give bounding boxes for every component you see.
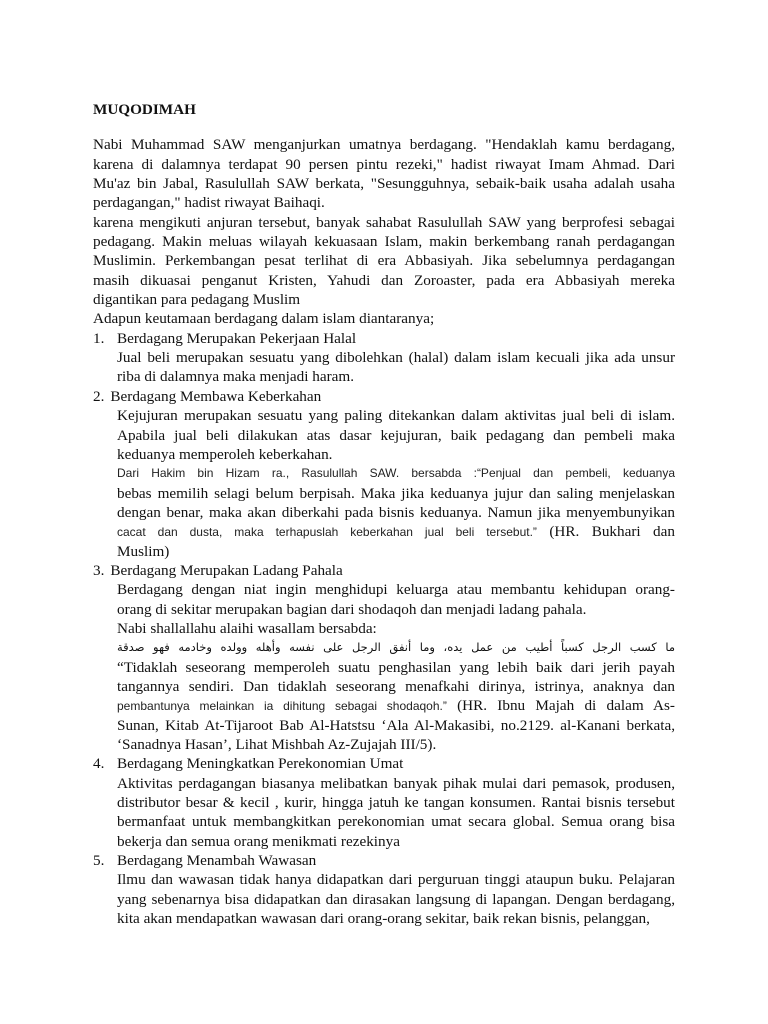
list-item-body-line: distributor besar & kecil , kurir, hingga jatuh ke tangan konsumen. Rantai bisnis tersebut bbox=[117, 794, 675, 812]
list-item-body-line: Apabila jual beli dilakukan atas dasar kejujuran, baik pedagang dan pembeli maka bbox=[117, 426, 675, 444]
list-item-number: 2. bbox=[93, 387, 105, 405]
list-item-body-line: orang di sekitar merupakan bagian dari shodaqoh dan menjadi ladang pahala. bbox=[117, 600, 587, 618]
intro-paragraph-line: Nabi Muhammad SAW menganjurkan umatnya berdagang. "Hendaklah kamu berdagang, bbox=[93, 136, 675, 154]
hadith-quote-end: pembantunya melainkan ia dihitung sebagai shodaqoh.” bbox=[117, 699, 447, 714]
hadith-quote-line bbox=[117, 696, 675, 715]
hadith-quote-line: tangannya sendiri. Dan tidaklah seseorang menafkahi dirinya, istrinya, anaknya dan bbox=[117, 677, 675, 695]
document-page bbox=[93, 100, 675, 928]
hadith-quote-line: dengan benar, maka akan diberkahi pada bisnis keduanya. Namun jika menyembunyikan bbox=[117, 503, 675, 521]
intro-paragraph-line: Muslimin. Perkembangan pesat terlihat di era Abbasiyah. Jika sebelumnya perdagangan bbox=[93, 252, 675, 270]
list-item-body-line: Ilmu dan wawasan tidak hanya didapatkan dari perguruan tinggi ataupun buku. Pelajaran bbox=[117, 871, 675, 889]
hadith-citation: (HR. Bukhari dan bbox=[536, 523, 675, 541]
list-item-body-line: Jual beli merupakan sesuatu yang dibolehkan (halal) dalam islam kecuali jika ada unsur bbox=[117, 349, 675, 367]
arabic-hadith-text: ما كسب الرجل كسباً أطيب من عمل يده، وما أنفق الرجل على نفسه وأهله وولده وخادمه فهو صدقة bbox=[117, 640, 675, 655]
hadith-citation: Muslim) bbox=[117, 542, 170, 560]
hadith-quote-line: “Tidaklah seseorang memperoleh suatu penghasilan yang lebih baik dari jerih payah bbox=[117, 658, 675, 676]
list-lead-in: Adapun keutamaan berdagang dalam islam diantaranya; bbox=[93, 310, 435, 328]
hadith-citation: Sunan, Kitab At-Tijaroot Bab Al-Hatstsu ‘Ala Al-Makasibi, no.2129. al-Kanani berkata, bbox=[117, 716, 675, 734]
intro-paragraph-line: Mu'az bin Jabal, Rasulullah SAW berkata, "Sesungguhnya, sebaik-baik usaha adalah usaha bbox=[93, 175, 675, 193]
list-item-title: Berdagang Membawa Keberkahan bbox=[110, 387, 322, 405]
list-item-title: Berdagang Merupakan Ladang Pahala bbox=[110, 561, 343, 579]
list-item-heading bbox=[93, 329, 675, 348]
hadith-quote-line: bebas memilih selagi belum berpisah. Maka jika keduanya jujur dan saling menjelaskan bbox=[117, 484, 675, 502]
list-item-body-line: kita akan mendapatkan wawasan dari orang-orang sekitar, baik rekan bisnis, pelanggan, bbox=[117, 910, 650, 928]
list-item-body-line: Nabi shallallahu alaihi wasallam bersabda: bbox=[117, 619, 377, 637]
intro-paragraph-line: karena mengikuti anjuran tersebut, banyak sahabat Rasulullah SAW yang berprofesi sebagai bbox=[93, 213, 675, 231]
list-item-body-line: keduanya memperoleh keberkahan. bbox=[117, 445, 333, 463]
list-item-number: 4. bbox=[93, 755, 105, 773]
list-item-number: 3. bbox=[93, 561, 105, 579]
list-item-title: Berdagang Menambah Wawasan bbox=[117, 852, 317, 870]
list-item-body-line: riba di dalamnya maka menjadi haram. bbox=[117, 368, 355, 386]
list-item-heading bbox=[93, 561, 675, 580]
list-item-body-line: yang sebenarnya bisa didapatkan dan dirasakan langsung di lapangan. Dengan berdagang, bbox=[117, 890, 675, 908]
list-item-number: 1. bbox=[93, 329, 105, 347]
list-item-number: 5. bbox=[93, 852, 105, 870]
intro-paragraph-line: perdagangan," hadist riwayat Baihaqi. bbox=[93, 194, 325, 212]
list-item-body-line: Berdagang dengan niat ingin menghidupi keluarga atau membantu kehidupan orang- bbox=[117, 581, 675, 599]
hadith-citation: ‘Sanadnya Hasan’, Lihat Mishbah Az-Zujajah III/5). bbox=[117, 736, 437, 753]
list-item-heading bbox=[93, 754, 675, 773]
document-title: MUQODIMAH bbox=[93, 101, 196, 118]
intro-paragraph-line: pedagang. Makin meluas wilayah kekuasaan Islam, makin berkembang ranah perdagangan bbox=[93, 233, 675, 251]
list-item-body-line: Kejujuran merupakan sesuatu yang paling ditekankan dalam aktivitas jual beli di islam. bbox=[117, 407, 675, 425]
list-item-body-line: bekerja dan semua orang menikmati rezekinya bbox=[117, 832, 400, 850]
list-item-heading bbox=[93, 851, 675, 870]
hadith-quote-line bbox=[117, 522, 675, 541]
intro-paragraph-line: masih dikuasai penganut Kristen, Yahudi dan Zoroaster, pada era Abbasiyah mereka bbox=[93, 271, 675, 289]
list-item-title: Berdagang Merupakan Pekerjaan Halal bbox=[117, 329, 357, 347]
list-item-body-line: Aktivitas perdagangan biasanya melibatkan banyak pihak mulai dari pemasok, produsen, bbox=[117, 774, 675, 792]
hadith-citation: (HR. Ibnu Majah di dalam As- bbox=[446, 697, 675, 715]
intro-paragraph-line: karena di dalamnya terdapat 90 persen pintu rezeki," hadist riwayat Imam Ahmad. Dari bbox=[93, 155, 675, 173]
intro-paragraph-line: digantikan para pedagang Muslim bbox=[93, 291, 301, 309]
hadith-quote-end: cacat dan dusta, maka terhapuslah keberkahan jual beli tersebut.” bbox=[117, 525, 537, 540]
list-item-body-line: bermanfaat untuk membangkitkan perekonomian umat secara global. Semua orang bisa bbox=[117, 813, 675, 831]
list-item-title: Berdagang Meningkatkan Perekonomian Umat bbox=[117, 755, 404, 773]
hadith-quote-line: Dari Hakim bin Hizam ra., Rasulullah SAW. bersabda :“Penjual dan pembeli, keduanya bbox=[117, 466, 675, 481]
list-item-heading bbox=[93, 387, 675, 406]
